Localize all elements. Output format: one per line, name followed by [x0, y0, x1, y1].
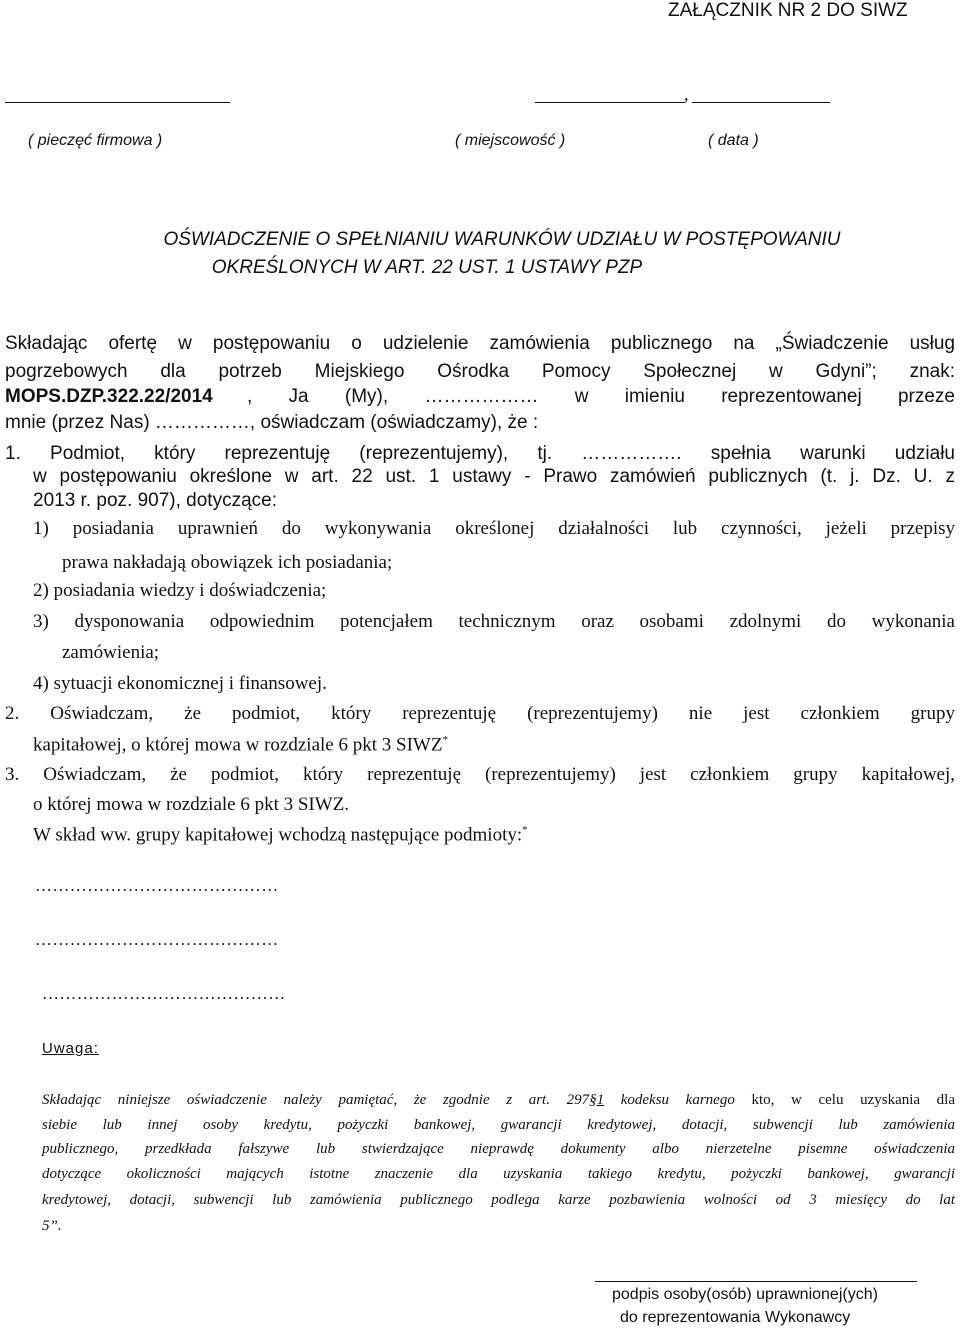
document-title-line2: OKREŚLONYCH W ART. 22 UST. 1 USTAWY PZP: [211, 257, 643, 278]
place-label: ( miejscowość ): [455, 132, 566, 149]
note-line2: siebie lub innej osoby kredytu, pożyczki bankowej, gwarancji kredytowej, dotacji, subwencji lub zamówienia: [42, 1117, 955, 1133]
note-line6: 5”.: [42, 1218, 62, 1234]
point2-line2: [33, 734, 448, 756]
condition3-line1: 3) dysponowania odpowiednim potencjałem technicznym oraz osobami zdolnymi do wykonania: [33, 611, 955, 632]
note-line1: [42, 1092, 955, 1109]
point3-line3: [33, 824, 528, 846]
condition2: 2) posiadania wiedzy i doświadczenia;: [33, 580, 327, 601]
reference-number: MOPS.DZP.322.22/2014: [5, 386, 213, 407]
point1-line3: 2013 r. poz. 907), dotyczące:: [33, 490, 277, 511]
note-label: Uwaga:: [42, 1040, 99, 1057]
signature-label-line2: do reprezentowania Wykonawcy: [620, 1309, 851, 1326]
document-title-line1: OŚWIADCZENIE O SPEŁNIANIU WARUNKÓW UDZIAŁU W POSTĘPOWANIU: [163, 229, 841, 250]
comma: ,: [684, 84, 689, 104]
note-line3: publicznego, przedkłada fałszywe lub stwierdzające nieprawdę dokumenty albo nierzetelne pisemne oświadczenia: [42, 1141, 955, 1157]
signature-line: [595, 1281, 917, 1282]
fill-in-line-1[interactable]: ……………………………………: [35, 876, 279, 895]
intro-line1: Składając ofertę w postępowaniu o udzielenie zamówienia publicznego na „Świadczenie usług: [5, 333, 955, 354]
point3-line1: 3. Oświadczam, że podmiot, który reprezentuję (reprezentujemy) jest członkiem grupy kapitałowej,: [5, 764, 955, 785]
footnote-mark: *: [442, 734, 448, 746]
point2-line2-text: kapitałowej, o której mowa w rozdziale 6 pkt 3 SIWZ: [33, 734, 443, 756]
point1-line2: w postępowaniu określone w art. 22 ust. 1 ustawy - Prawo zamówień publicznych (t. j. Dz. U. z: [33, 466, 955, 487]
point1-line1: 1. Podmiot, który reprezentuję (reprezentujemy), tj. ……………. spełnia warunki udziału: [5, 443, 955, 464]
condition1-line2: prawa nakładają obowiązek ich posiadania;: [62, 552, 393, 573]
point2-line1: 2. Oświadczam, że podmiot, który reprezentuję (reprezentujemy) nie jest członkiem grupy: [5, 703, 955, 724]
note-line1-code: kodeksu karnego: [604, 1092, 735, 1108]
intro-line3: , Ja (My), ……………… w imieniu reprezentowanej przeze: [247, 386, 955, 407]
point3-line2: o której mowa w rozdziale 6 pkt 3 SIWZ.: [33, 794, 350, 815]
attachment-number: ZAŁĄCZNIK NR 2 DO SIWZ: [668, 0, 908, 21]
signature-label-line1: podpis osoby(osób) uprawnionej(ych): [612, 1286, 878, 1303]
condition3-line2: zamówienia;: [62, 642, 160, 663]
date-line: [692, 102, 830, 103]
condition1-line1: 1) posiadania uprawnień do wykonywania określonej działalności lub czynności, jeżeli przepisy: [33, 518, 955, 539]
stamp-line: [5, 102, 230, 103]
fill-in-line-3[interactable]: ……………………………………: [42, 984, 286, 1003]
note-line4: dotyczące okoliczności mających istotne znaczenie dla uzyskania takiego kredytu, pożyczki bankowej, gwarancji: [42, 1166, 955, 1182]
place-line: [535, 102, 685, 103]
note-line1-italic: Składając niniejsze oświadczenie należy pamiętać, że zgodnie z art. 297: [42, 1092, 590, 1108]
note-line5: kredytowej, dotacji, subwencji lub zamówienia publicznego podlega karze pozbawienia wolności od 3 miesięcy do lat: [42, 1192, 955, 1208]
note-line1-rest: kto, w celu uzyskania dla: [734, 1092, 956, 1108]
condition4: 4) sytuacji ekonomicznej i finansowej.: [33, 673, 327, 694]
point3-line3-text: W skład ww. grupy kapitałowej wchodzą następujące podmioty:: [33, 824, 523, 846]
stamp-label: ( pieczęć firmowa ): [28, 132, 163, 149]
intro-line2: pogrzebowych dla potrzeb Miejskiego Ośrodka Pomocy Społecznej w Gdyni”; znak:: [5, 361, 955, 382]
footnote-mark: *: [522, 824, 528, 836]
intro-line4: mnie (przez Nas) ……………, oświadczam (oświadczamy), że :: [5, 412, 539, 433]
note-paragraph-ref: §1: [589, 1092, 605, 1108]
date-label: ( data ): [708, 132, 759, 149]
fill-in-line-2[interactable]: ……………………………………: [35, 930, 279, 949]
